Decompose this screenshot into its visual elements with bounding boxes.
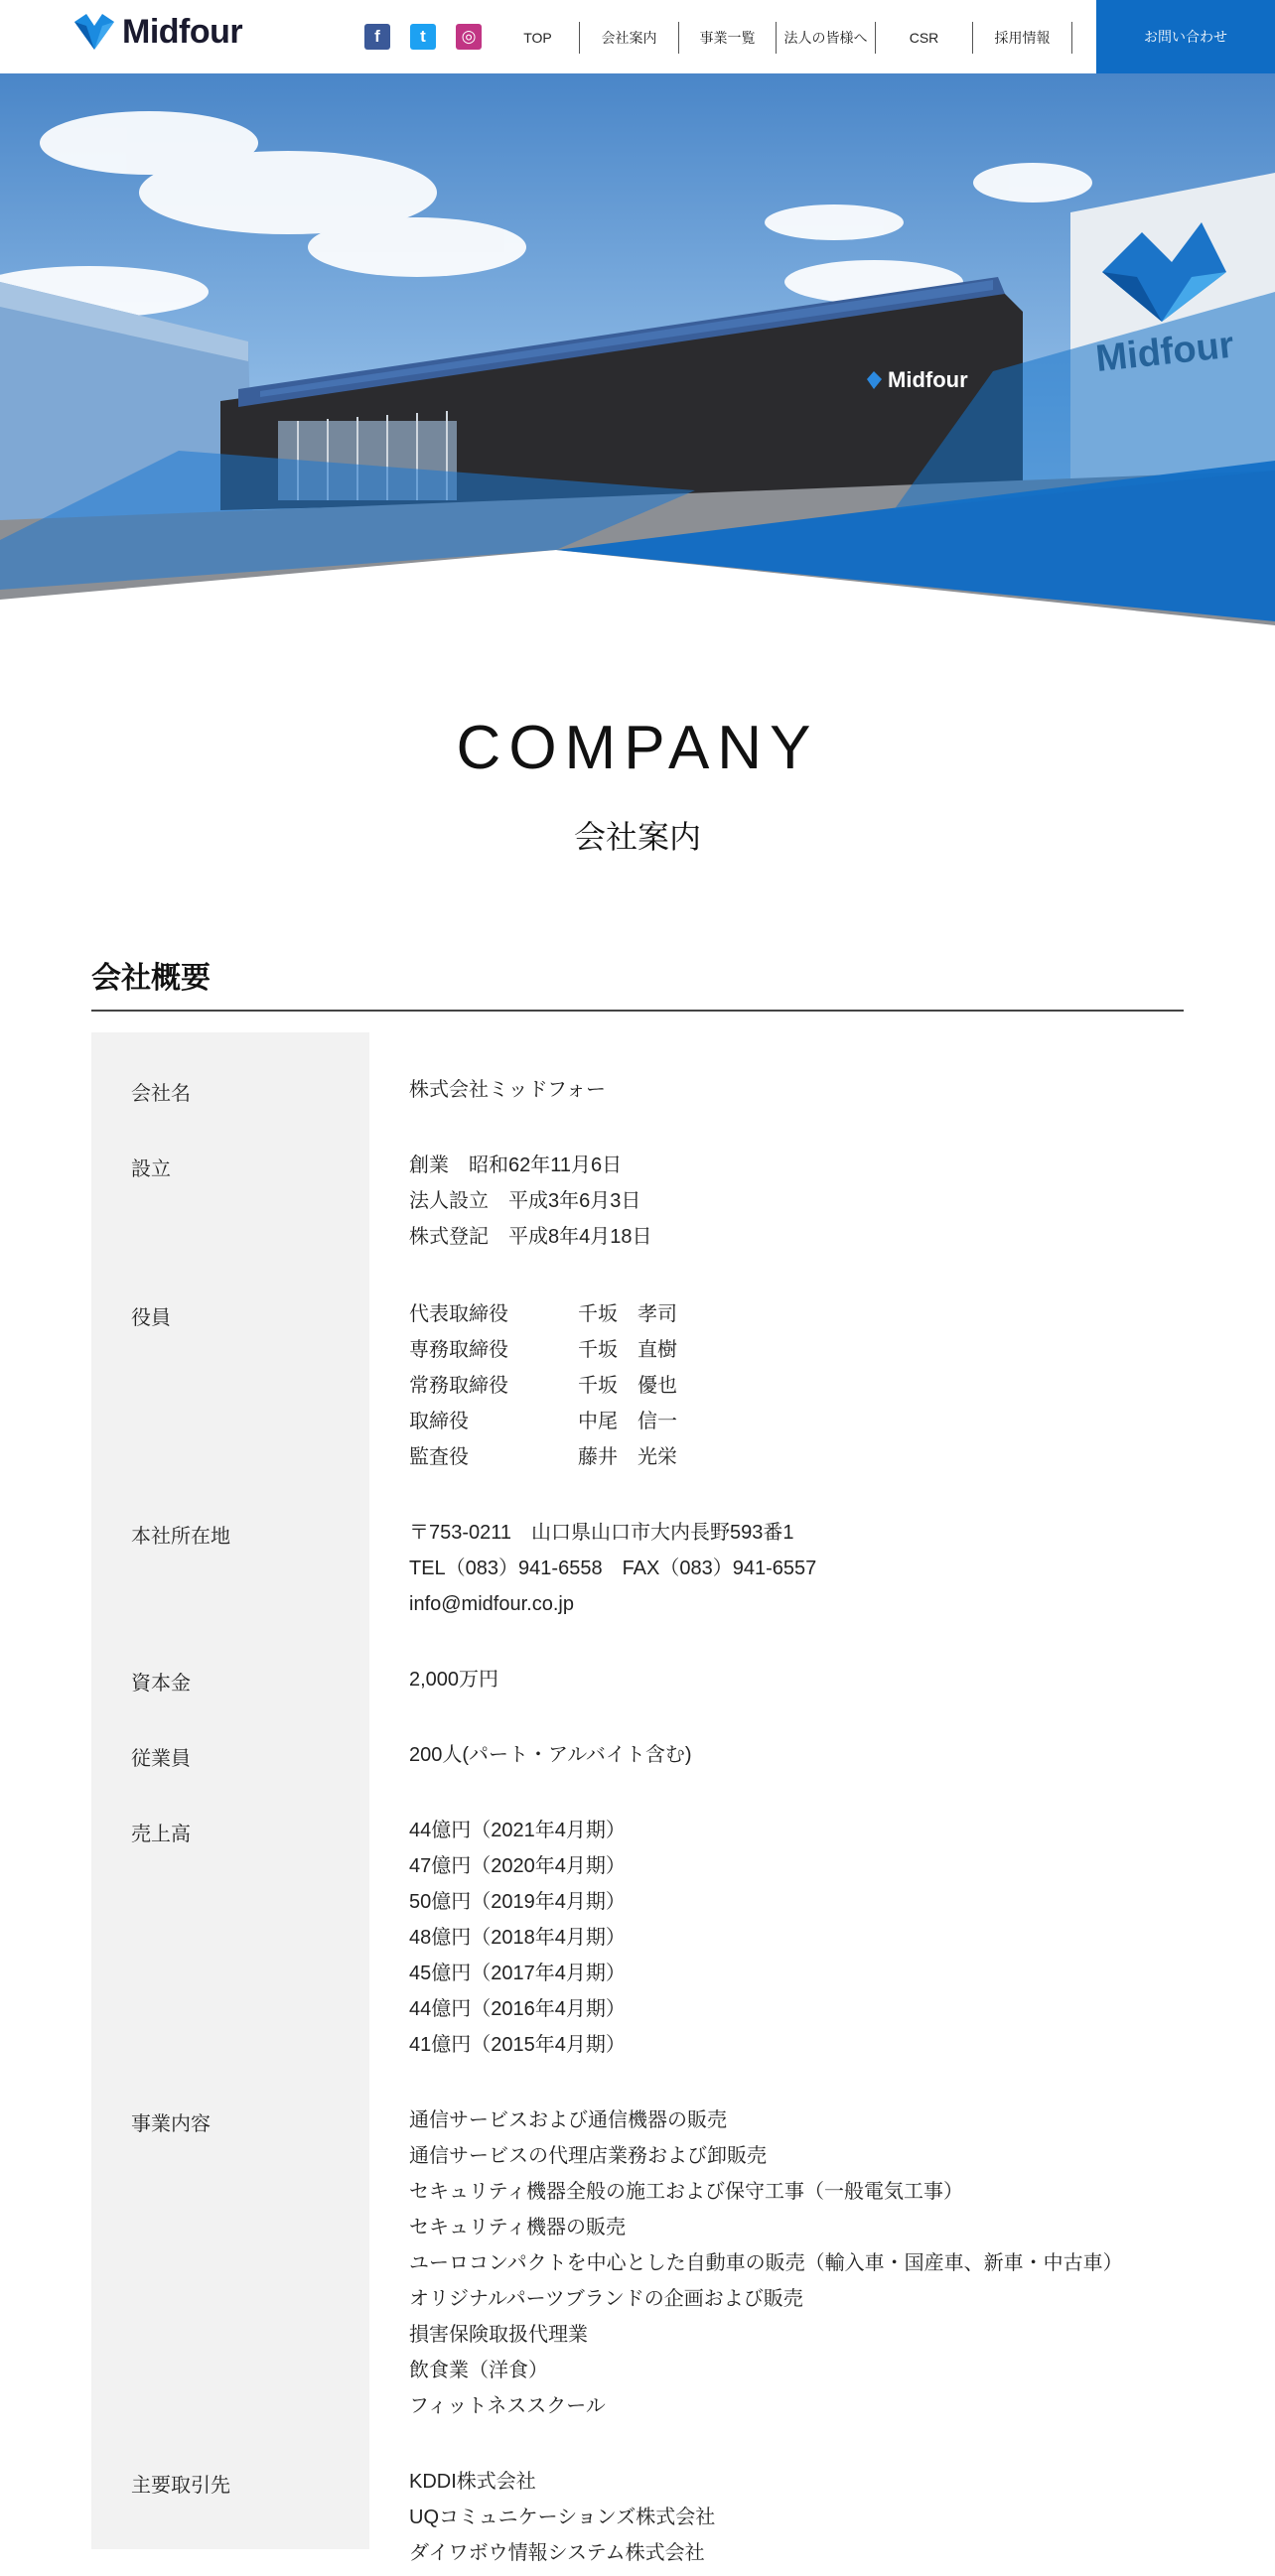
logo-mark-icon xyxy=(72,12,116,52)
value-officers xyxy=(409,1301,677,1480)
site-header xyxy=(0,0,1275,73)
section-divider xyxy=(91,1010,1184,1012)
email-link[interactable]: info@midfour.co.jp xyxy=(409,1593,574,1615)
value-line: 41億円（2015年4月期） xyxy=(409,2034,626,2056)
officer-role: 常務取締役 xyxy=(409,1375,508,1397)
officer-name: 千坂 優也 xyxy=(578,1375,677,1397)
value-line: 損害保険取扱代理業 xyxy=(409,2324,588,2346)
hero-building-illustration xyxy=(0,73,1275,625)
building-sign: Midfour xyxy=(888,367,968,392)
value-line: 法人設立 平成3年6月3日 xyxy=(409,1190,641,1212)
value-line: UQコミュニケーションズ株式会社 xyxy=(409,2507,716,2528)
officer-name: 千坂 孝司 xyxy=(578,1303,677,1325)
value-line: 通信サービスおよび通信機器の販売 xyxy=(409,2109,727,2131)
officer-role: 監査役 xyxy=(409,1446,469,1468)
section-title: 会社概要 xyxy=(91,962,211,995)
value-line: フィットネススクール xyxy=(409,2395,606,2417)
value-line: 株式会社ミッドフォー xyxy=(409,1079,606,1101)
value-line: セキュリティ機器全般の施工および保守工事（一般電気工事） xyxy=(409,2181,963,2203)
label-company-name: 会社名 xyxy=(131,1083,191,1105)
nav-company[interactable]: 会社案内 xyxy=(580,22,679,54)
value-business xyxy=(409,2107,1123,2429)
page-subtitle: 会社案内 xyxy=(573,819,701,855)
nav-recruit[interactable]: 採用情報 xyxy=(973,22,1072,54)
instagram-icon[interactable]: ◎ xyxy=(456,24,482,50)
officer-role: 代表取締役 xyxy=(409,1303,508,1325)
value-line: 株式登記 平成8年4月18日 xyxy=(409,1226,652,1248)
value-line: ユーロコンパクトを中心とした自動車の販売（輸入車・国産車、新車・中古車） xyxy=(409,2252,1123,2274)
nav-top[interactable]: TOP xyxy=(496,22,580,54)
value-address xyxy=(409,1520,816,1627)
value-company-name xyxy=(409,1077,606,1113)
label-officers: 役員 xyxy=(131,1307,171,1329)
value-capital xyxy=(409,1667,498,1702)
value-line: 48億円（2018年4月期） xyxy=(409,1927,626,1949)
label-sales: 売上高 xyxy=(131,1824,191,1845)
label-address: 本社所在地 xyxy=(131,1526,230,1548)
label-business: 事業内容 xyxy=(131,2113,211,2135)
value-line: 創業 昭和62年11月6日 xyxy=(409,1154,623,1176)
nav-business[interactable]: 事業一覧 xyxy=(679,22,777,54)
facebook-icon[interactable]: f xyxy=(364,24,390,50)
value-line: ダイワボウ情報システム株式会社 xyxy=(409,2542,705,2564)
value-line: 47億円（2020年4月期） xyxy=(409,1855,626,1877)
value-line: 2,000万円 xyxy=(409,1669,499,1691)
officer-row xyxy=(409,1301,677,1337)
officer-role: 専務取締役 xyxy=(409,1339,508,1361)
label-capital: 資本金 xyxy=(131,1673,191,1695)
logo-text: Midfour xyxy=(122,12,243,51)
officer-name: 千坂 直樹 xyxy=(578,1339,677,1361)
nav-csr[interactable]: CSR xyxy=(876,22,973,54)
officer-row xyxy=(409,1409,677,1444)
table-label-column xyxy=(91,1032,369,2549)
label-employees: 従業員 xyxy=(131,1748,191,1770)
page-title: COMPANY xyxy=(456,714,819,782)
value-clients xyxy=(409,2469,715,2576)
value-line: 〒753-0211 山口県山口市大内長野593番1 xyxy=(409,1522,794,1544)
value-line: 44億円（2021年4月期） xyxy=(409,1820,626,1841)
value-line: 200人(パート・アルバイト含む) xyxy=(409,1744,692,1766)
value-sales xyxy=(409,1818,626,2068)
value-line: 飲食業（洋食） xyxy=(409,2360,548,2381)
value-line: 44億円（2016年4月期） xyxy=(409,1998,626,2020)
officer-name: 藤井 光栄 xyxy=(578,1446,677,1468)
hero-image xyxy=(0,73,1275,625)
officer-row xyxy=(409,1337,677,1373)
value-line: 50億円（2019年4月期） xyxy=(409,1891,626,1913)
site-logo[interactable] xyxy=(72,12,242,52)
nav-corporate[interactable]: 法人の皆様へ xyxy=(777,22,876,54)
value-employees xyxy=(409,1742,692,1778)
value-line: セキュリティ機器の販売 xyxy=(409,2217,626,2238)
officer-row xyxy=(409,1373,677,1409)
twitter-icon[interactable]: t xyxy=(410,24,436,50)
value-line: オリジナルパーツブランドの企画および販売 xyxy=(409,2288,803,2310)
value-line: TEL（083）941-6558 FAX（083）941-6557 xyxy=(409,1558,817,1579)
contact-button[interactable]: お問い合わせ xyxy=(1096,0,1275,73)
value-line: 45億円（2017年4月期） xyxy=(409,1963,626,1984)
value-founded xyxy=(409,1152,652,1260)
value-line: KDDI株式会社 xyxy=(409,2471,536,2493)
officer-row xyxy=(409,1444,677,1480)
label-founded: 設立 xyxy=(131,1158,171,1180)
value-line: 通信サービスの代理店業務および卸販売 xyxy=(409,2145,767,2167)
label-clients: 主要取引先 xyxy=(131,2475,230,2497)
officer-name: 中尾 信一 xyxy=(578,1411,677,1432)
officer-role: 取締役 xyxy=(409,1411,469,1432)
